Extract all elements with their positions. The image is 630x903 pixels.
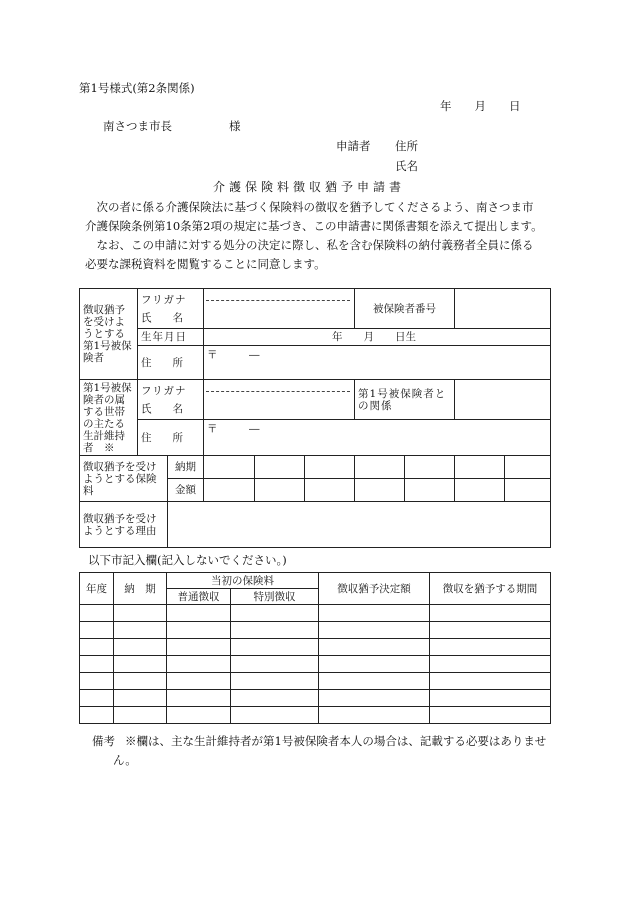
form-title: 介護保険料徴収猶予申請書	[213, 180, 406, 194]
householder-name-field[interactable]	[204, 380, 355, 420]
birthdate-label: 生年月日	[138, 329, 204, 346]
amount-cell[interactable]	[255, 479, 305, 502]
relation-label: 第1号被保険者との関係	[355, 380, 455, 420]
remarks-label: 備考	[92, 734, 115, 748]
table-row	[80, 639, 551, 656]
amount-label: 金額	[168, 479, 204, 502]
furigana-name-label	[138, 289, 204, 329]
insured-name-field[interactable]	[204, 289, 355, 329]
householder-furigana-name-label	[138, 380, 204, 420]
householder-address-field[interactable]: 〒 ―	[204, 420, 551, 456]
col-special-collection: 特別徴収	[231, 589, 319, 605]
period-cell[interactable]	[255, 456, 305, 479]
table-row	[80, 605, 551, 622]
period-cell[interactable]	[204, 456, 255, 479]
birthdate-field[interactable]: 年 月 日生	[204, 329, 551, 346]
table-row	[80, 656, 551, 673]
amount-cell[interactable]	[505, 479, 551, 502]
premium-section-label: 徴収猶予を受けようとする保険料	[80, 456, 168, 502]
office-use-table	[79, 572, 551, 724]
table-row	[80, 622, 551, 639]
table-row	[80, 707, 551, 724]
table-row	[80, 690, 551, 707]
insured-address-field[interactable]: 〒 ―	[204, 346, 551, 380]
insured-address-label: 住 所	[138, 346, 204, 380]
amount-cell[interactable]	[204, 479, 255, 502]
col-decided-amount: 徴収猶予決定額	[319, 573, 430, 605]
addressee-honorific: 様	[229, 119, 241, 133]
name-field-label: 氏 名	[141, 311, 183, 324]
period-cell[interactable]	[305, 456, 355, 479]
reason-section-label: 徴収猶予を受けようとする理由	[80, 502, 168, 548]
period-label: 納期	[168, 456, 204, 479]
col-year: 年度	[80, 573, 114, 605]
reason-field[interactable]	[168, 502, 551, 548]
col-period: 納 期	[114, 573, 167, 605]
householder-section-label: 第1号被保険者の属する世帯の主たる生計維持者 ※	[80, 380, 138, 456]
householder-furigana-label: フリガナ	[141, 384, 187, 397]
insured-number-label: 被保険者番号	[355, 289, 455, 329]
date-line: 年 月 日	[440, 99, 521, 113]
addressee: 南さつま市長	[103, 119, 172, 133]
col-deferral-period: 徴収を猶予する期間	[430, 573, 551, 605]
period-cell[interactable]	[505, 456, 551, 479]
application-table	[79, 288, 551, 548]
period-cell[interactable]	[455, 456, 505, 479]
remarks-text-cont: ん。	[113, 753, 137, 767]
householder-name-label: 氏 名	[141, 402, 183, 415]
col-normal-collection: 普通徴収	[167, 589, 231, 605]
furigana-label: フリガナ	[141, 293, 187, 306]
amount-cell[interactable]	[305, 479, 355, 502]
relation-field[interactable]	[455, 380, 551, 420]
paragraph-1: 次の者に係る介護保険法に基づく保険料の徴収を猶予してくださるよう、南さつま市 介護保険条例第10条第2項の規定に基づき、この申請書に関係書類を添えて提出します。	[85, 200, 543, 233]
table-row	[80, 673, 551, 690]
period-cell[interactable]	[405, 456, 455, 479]
form-number: 第1号様式(第2条関係)	[79, 81, 195, 95]
period-cell[interactable]	[355, 456, 405, 479]
applicant-label: 申請者	[336, 139, 371, 153]
amount-cell[interactable]	[405, 479, 455, 502]
office-use-note: 以下市記入欄(記入しないでください。)	[88, 553, 287, 567]
paragraph-2: なお、この申請に対する処分の決定に際し、私を含む保険料の納付義務者全員に係る 必要な課税資料を閲覧することに同意します。	[85, 238, 534, 271]
col-initial-premium: 当初の保険料	[167, 573, 319, 589]
address-label: 住所	[395, 139, 418, 153]
name-label: 氏名	[395, 159, 418, 173]
remarks-text: ※欄は、主な生計維持者が第1号被保険者本人の場合は、記載する必要はありませ	[125, 734, 547, 748]
insured-section-label: 徴収猶予を受けようとする第1号被保険者	[80, 289, 138, 380]
amount-cell[interactable]	[355, 479, 405, 502]
householder-address-label: 住 所	[138, 420, 204, 456]
amount-cell[interactable]	[455, 479, 505, 502]
insured-number-field[interactable]	[455, 289, 551, 329]
